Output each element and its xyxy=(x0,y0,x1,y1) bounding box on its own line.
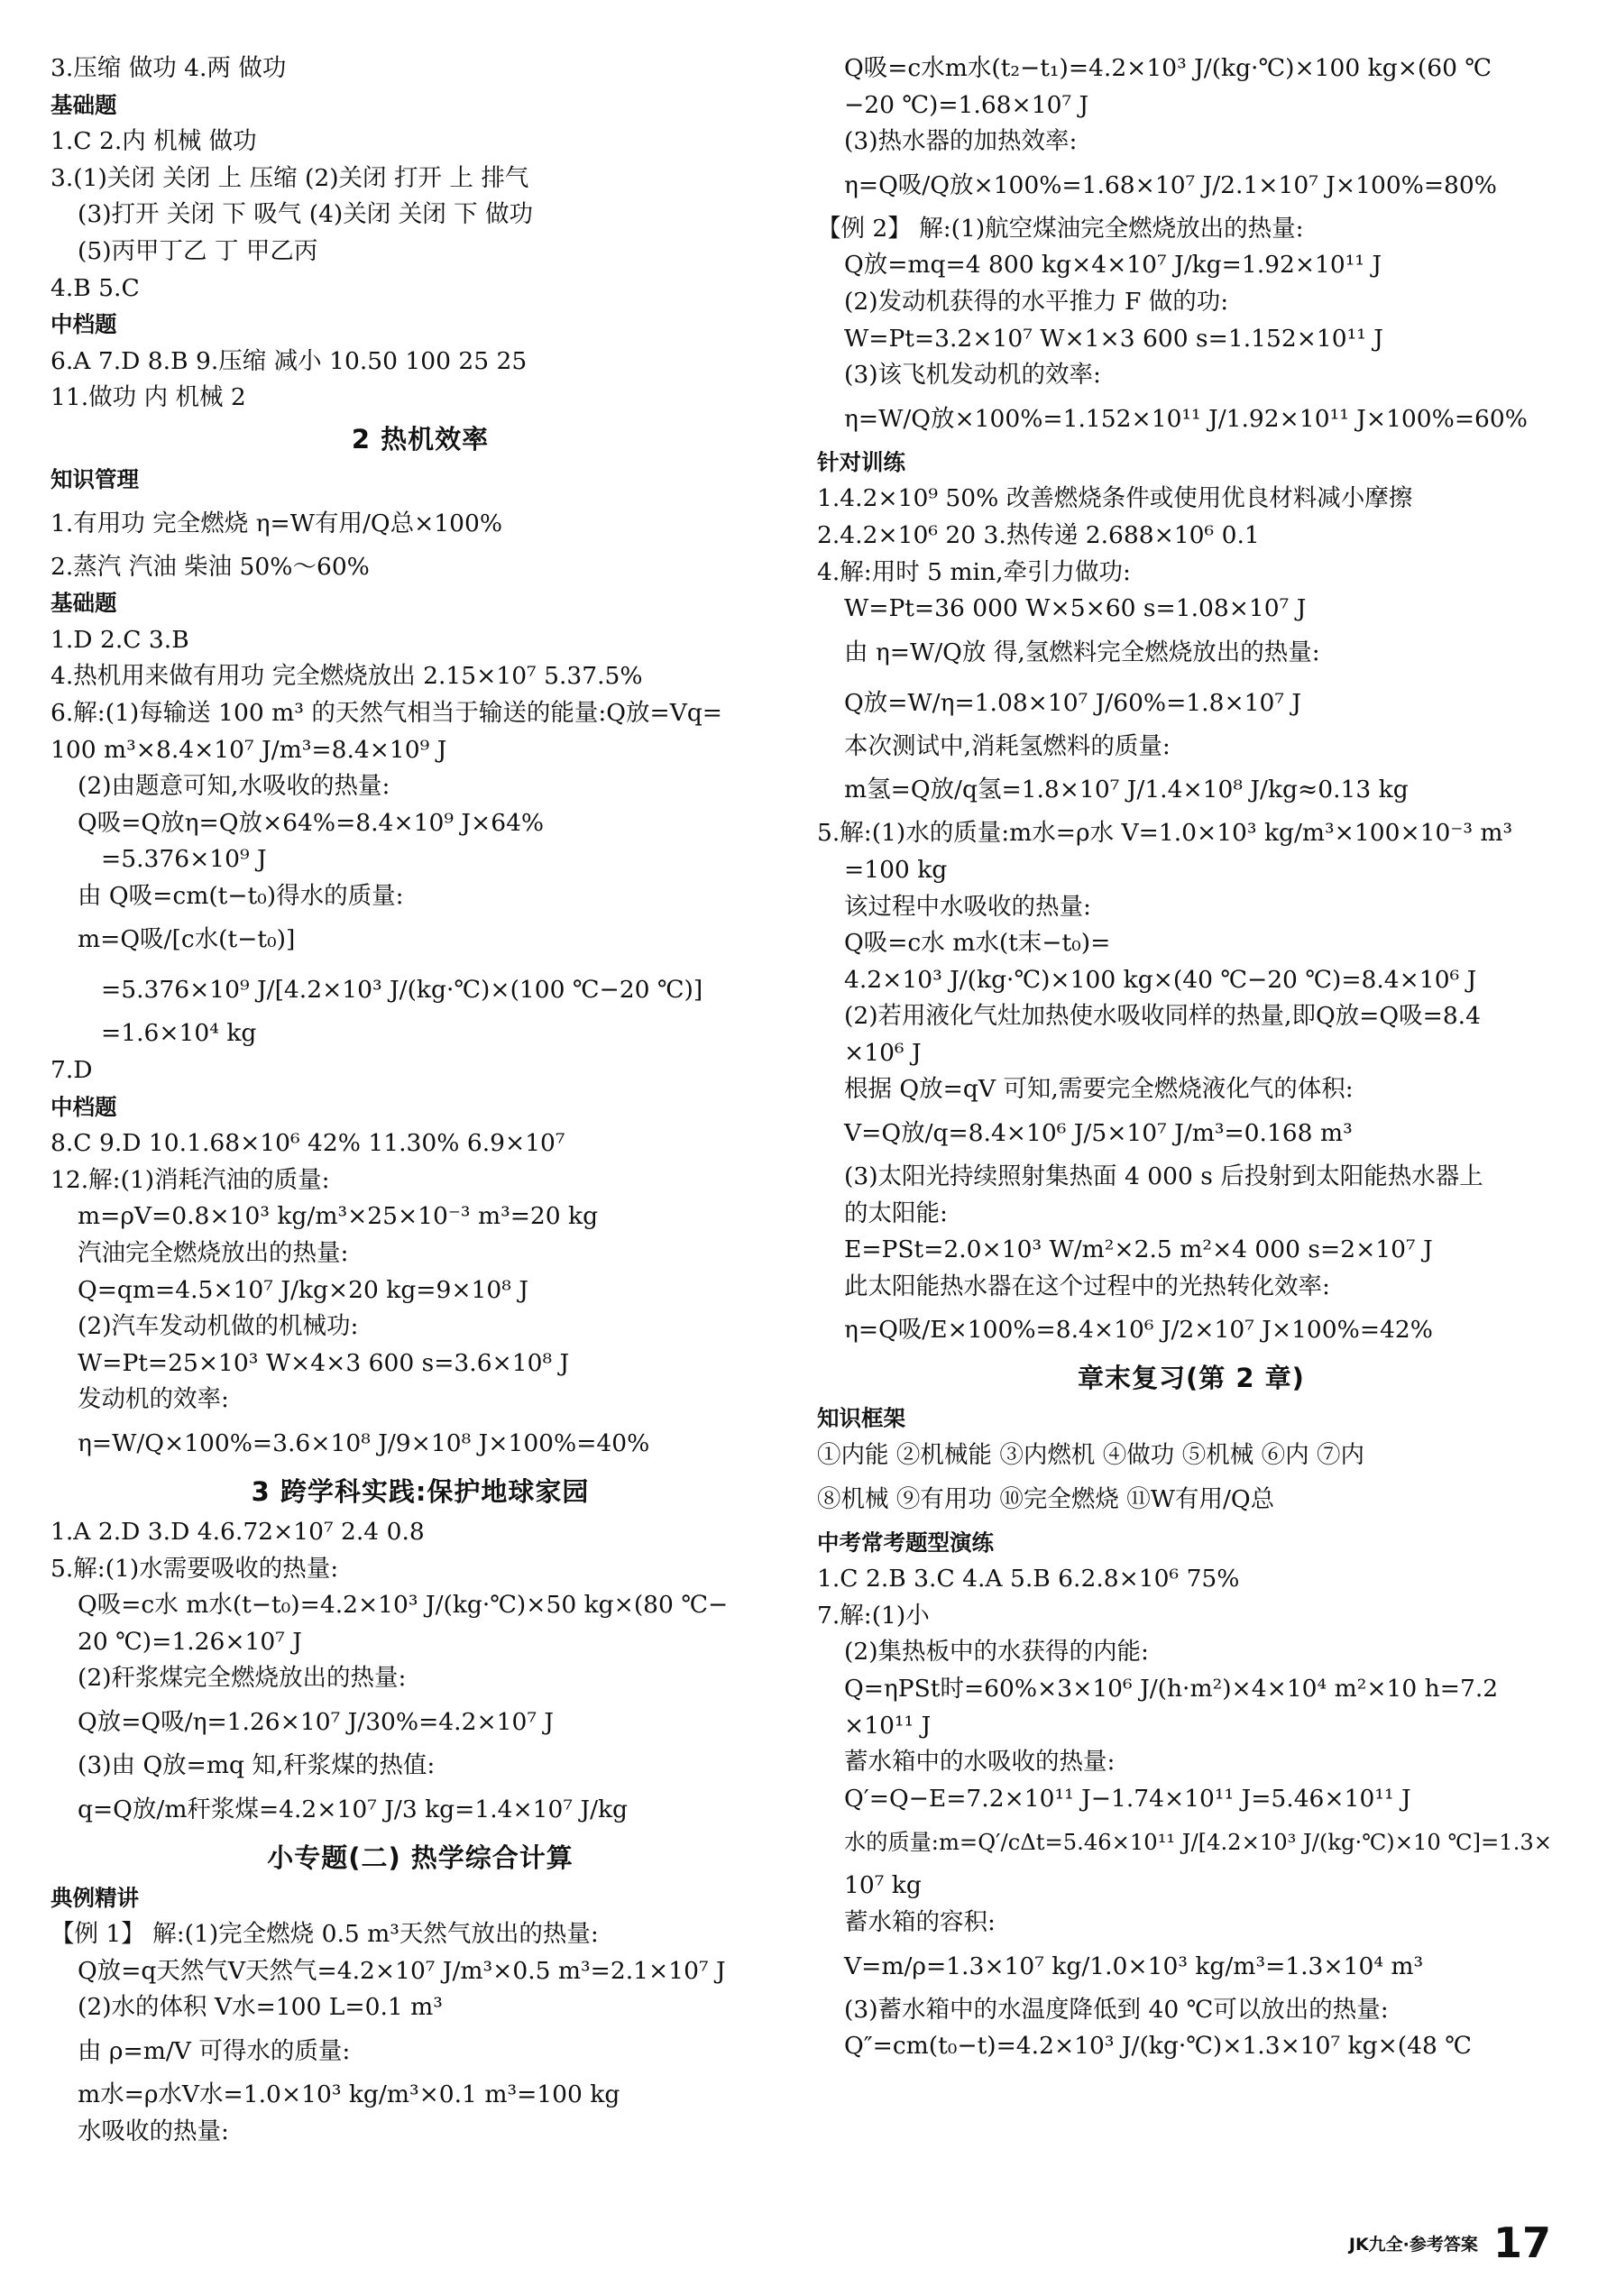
text-line: m=ρV=0.8×10³ kg/m³×25×10⁻³ m³=20 kg xyxy=(78,1202,599,1231)
text-line: (2)秆浆煤完全燃烧放出的热量: xyxy=(78,1664,407,1693)
section-title: 2 热机效率 xyxy=(351,423,490,455)
text-line: Q吸=c水 m水(t−t₀)=4.2×10³ J/(kg·℃)×50 kg×(80 ℃− xyxy=(78,1591,729,1620)
text-line: (2)水的体积 V水=100 L=0.1 m³ xyxy=(78,1993,443,2022)
text-line: Q放=mq=4 800 kg×4×10⁷ J/kg=1.92×10¹¹ J xyxy=(844,251,1382,280)
text-line: 3.压缩 做功 4.两 做功 xyxy=(51,54,287,82)
text-line: E=PSt=2.0×10³ W/m²×2.5 m²×4 000 s=2×10⁷ J xyxy=(844,1235,1433,1264)
section-title: 小专题(二) 热学综合计算 xyxy=(267,1841,574,1873)
text-line: 3.(1)关闭 关闭 上 压缩 (2)关闭 打开 上 排气 xyxy=(51,163,529,192)
text-line: 由 Q吸=cm(t−t₀)得水的质量: xyxy=(78,881,404,910)
text-line: (3)该飞机发动机的效率: xyxy=(844,361,1101,390)
text-line: Q=ηPSt时=60%×3×10⁶ J/(h·m²)×4×10⁴ m²×10 h=7.2 xyxy=(844,1675,1499,1703)
formula-line: m氢=Q放/q氢=1.8×10⁷ J/1.4×10⁸ J/kg≈0.13 kg xyxy=(844,776,1409,804)
formula-line: η=Q吸/E×100%=8.4×10⁶ J/2×10⁷ J×100%=42% xyxy=(844,1316,1433,1345)
text-line: Q″=cm(t₀−t)=4.2×10³ J/(kg·℃)×1.3×10⁷ kg×(48 ℃ xyxy=(844,2032,1472,2061)
text-line: 12.解:(1)消耗汽油的质量: xyxy=(51,1165,330,1194)
section-title: 3 跨学科实践:保护地球家园 xyxy=(251,1476,590,1507)
text-line: (5)丙甲丁乙 丁 甲乙丙 xyxy=(78,236,318,265)
text-line: (2)发动机获得的水平推力 F 做的功: xyxy=(844,287,1229,316)
text-line: 水吸收的热量: xyxy=(78,2117,229,2145)
left-column xyxy=(51,51,790,2150)
text-line: Q吸=c水m水(t₂−t₁)=4.2×10³ J/(kg·℃)×100 kg×(60 ℃ xyxy=(844,54,1492,82)
text-line: 7.D xyxy=(51,1056,93,1085)
text-line: =5.376×10⁹ J xyxy=(101,845,267,874)
section-heading: 中档题 xyxy=(51,1093,117,1120)
formula-line: 由 ρ=m/V 可得水的质量: xyxy=(78,2036,351,2065)
text-line: Q吸=c水 m水(t末−t₀)= xyxy=(844,929,1111,958)
formula-line: m=Q吸/[c水(t−t₀)] xyxy=(78,925,296,954)
text-line: ①内能 ②机械能 ③内燃机 ④做功 ⑤机械 ⑥内 ⑦内 xyxy=(817,1441,1365,1470)
text-line: 发动机的效率: xyxy=(78,1385,229,1414)
text-line: 1.4.2×10⁹ 50% 改善燃烧条件或使用优良材料减小摩擦 xyxy=(817,484,1413,513)
text-line: m水=ρ水V水=1.0×10³ kg/m³×0.1 m³=100 kg xyxy=(78,2080,620,2108)
text-line: W=Pt=36 000 W×5×60 s=1.08×10⁷ J xyxy=(844,594,1307,623)
right-column xyxy=(817,51,1566,2065)
text-line: ×10⁶ J xyxy=(844,1038,922,1067)
text-line: 根据 Q放=qV 可知,需要完全燃烧液化气的体积: xyxy=(844,1075,1354,1104)
text-line: 4.B 5.C xyxy=(51,273,140,302)
section-heading: 知识框架 xyxy=(817,1405,905,1432)
section-title: 章末复习(第 2 章) xyxy=(1078,1363,1305,1394)
text-line: Q吸=Q放η=Q放×64%=8.4×10⁹ J×64% xyxy=(78,808,545,837)
formula-line: η=Q吸/Q放×100%=1.68×10⁷ J/2.1×10⁷ J×100%=80% xyxy=(844,170,1497,199)
text-line: 1.C 2.内 机械 做功 xyxy=(51,127,257,156)
formula-line: =5.376×10⁹ J/[4.2×10³ J/(kg·℃)×(100 ℃−20 ℃)] xyxy=(101,976,703,1005)
text-line: −20 ℃)=1.68×10⁷ J xyxy=(844,90,1089,119)
formula-line: 水的质量:m=Q′/cΔt=5.46×10¹¹ J/[4.2×10³ J/(kg·℃)×10 ℃]=1.3× xyxy=(844,1830,1553,1856)
formula-line: Q放=Q吸/η=1.26×10⁷ J/30%=4.2×10⁷ J xyxy=(78,1707,555,1736)
formula-line: 由 η=W/Q放 得,氢燃料完全燃烧放出的热量: xyxy=(844,638,1320,666)
section-heading: 典例精讲 xyxy=(51,1884,139,1911)
text-line: 5.解:(1)水的质量:m水=ρ水 V=1.0×10³ kg/m³×100×10⁻³ m³ xyxy=(817,819,1513,848)
formula-line: q=Q放/m秆浆煤=4.2×10⁷ J/3 kg=1.4×10⁷ J/kg xyxy=(78,1795,629,1823)
text-line: Q=qm=4.5×10⁷ J/kg×20 kg=9×10⁸ J xyxy=(78,1275,528,1304)
formula-line: V=m/ρ=1.3×10⁷ kg/1.0×10³ kg/m³=1.3×10⁴ m³ xyxy=(844,1952,1424,1980)
text-line: 1.D 2.C 3.B xyxy=(51,625,189,654)
text-line: 1.C 2.B 3.C 4.A 5.B 6.2.8×10⁶ 75% xyxy=(817,1565,1240,1593)
formula-line: ⑧机械 ⑨有用功 ⑩完全燃烧 ⑪W有用/Q总 xyxy=(817,1484,1275,1513)
text-line: (2)若用液化气灶加热使水吸收同样的热量,即Q放=Q吸=8.4 xyxy=(844,1002,1481,1031)
section-heading: 基础题 xyxy=(51,590,117,617)
formula-line: V=Q放/q=8.4×10⁶ J/5×10⁷ J/m³=0.168 m³ xyxy=(844,1119,1353,1148)
text-line: 10⁷ kg xyxy=(844,1871,922,1900)
text-line: 6.A 7.D 8.B 9.压缩 减小 10.50 100 25 25 xyxy=(51,346,528,375)
text-line: 【例 2】 解:(1)航空煤油完全燃烧放出的热量: xyxy=(817,214,1304,243)
formula-line: 1.有用功 完全燃烧 η=W有用/Q总×100% xyxy=(51,509,503,537)
text-line: 4.热机用来做有用功 完全燃烧放出 2.15×10⁷ 5.37.5% xyxy=(51,662,643,691)
page-number: 17 xyxy=(1492,2218,1551,2267)
text-line: 8.C 9.D 10.1.68×10⁶ 42% 11.30% 6.9×10⁷ xyxy=(51,1129,565,1158)
text-line: 1.A 2.D 3.D 4.6.72×10⁷ 2.4 0.8 xyxy=(51,1518,425,1546)
text-line: (2)集热板中的水获得的内能: xyxy=(844,1638,1149,1667)
page-footer xyxy=(1349,2218,1551,2273)
text-line: 汽油完全燃烧放出的热量: xyxy=(78,1239,349,1268)
text-line: 5.解:(1)水需要吸收的热量: xyxy=(51,1554,339,1583)
text-line: 的太阳能: xyxy=(844,1199,948,1227)
text-line: 11.做功 内 机械 2 xyxy=(51,383,246,412)
text-line: 该过程中水吸收的热量: xyxy=(844,892,1091,921)
section-heading: 中考常考题型演练 xyxy=(817,1529,994,1556)
text-line: (3)由 Q放=mq 知,秆浆煤的热值: xyxy=(78,1750,436,1779)
text-line: W=Pt=3.2×10⁷ W×1×3 600 s=1.152×10¹¹ J xyxy=(844,324,1383,353)
section-heading: 知识管理 xyxy=(51,465,139,492)
footer-label: JK九全·参考答案 xyxy=(1348,2235,1478,2255)
text-line: Q′=Q−E=7.2×10¹¹ J−1.74×10¹¹ J=5.46×10¹¹ J xyxy=(844,1784,1411,1813)
text-line: ×10¹¹ J xyxy=(844,1711,932,1740)
text-line: 2.4.2×10⁶ 20 3.热传递 2.688×10⁶ 0.1 xyxy=(817,520,1260,549)
section-heading: 针对训练 xyxy=(817,448,905,475)
text-line: 20 ℃)=1.26×10⁷ J xyxy=(78,1627,302,1656)
section-heading: 基础题 xyxy=(51,91,117,118)
text-line: (3)打开 关闭 下 吸气 (4)关闭 关闭 下 做功 xyxy=(78,200,534,229)
text-line: 蓄水箱中的水吸收的热量: xyxy=(844,1748,1116,1777)
text-line: 4.解:用时 5 min,牵引力做功: xyxy=(817,557,1131,586)
section-heading: 中档题 xyxy=(51,311,117,338)
text-line: 7.解:(1)小 xyxy=(817,1601,930,1630)
text-line: (3)太阳光持续照射集热面 4 000 s 后投射到太阳能热水器上 xyxy=(844,1162,1483,1191)
text-line: 此太阳能热水器在这个过程中的光热转化效率: xyxy=(844,1272,1330,1300)
text-line: 本次测试中,消耗氢燃料的质量: xyxy=(844,731,1171,760)
text-line: 蓄水箱的容积: xyxy=(844,1907,996,1936)
formula-line: η=W/Q放×100%=1.152×10¹¹ J/1.92×10¹¹ J×100%=60% xyxy=(844,404,1528,433)
formula-line: η=W/Q×100%=3.6×10⁸ J/9×10⁸ J×100%=40% xyxy=(78,1429,650,1457)
text-line: (3)热水器的加热效率: xyxy=(844,127,1078,156)
text-line: 【例 1】 解:(1)完全燃烧 0.5 m³天然气放出的热量: xyxy=(51,1920,599,1949)
text-line: Q放=q天然气V天然气=4.2×10⁷ J/m³×0.5 m³=2.1×10⁷ J xyxy=(78,1956,726,1985)
text-line: (2)汽车发动机做的机械功: xyxy=(78,1312,359,1341)
text-line: (2)由题意可知,水吸收的热量: xyxy=(78,772,390,801)
formula-line: Q放=W/η=1.08×10⁷ J/60%=1.8×10⁷ J xyxy=(844,688,1302,717)
text-line: 6.解:(1)每输送 100 m³ 的天然气相当于输送的能量:Q放=Vq= xyxy=(51,698,723,727)
text-line: W=Pt=25×10³ W×4×3 600 s=3.6×10⁸ J xyxy=(78,1348,570,1377)
text-line: 4.2×10³ J/(kg·℃)×100 kg×(40 ℃−20 ℃)=8.4×10⁶ J xyxy=(844,965,1477,994)
text-line: 100 m³×8.4×10⁷ J/m³=8.4×10⁹ J xyxy=(51,735,447,764)
text-line: (3)蓄水箱中的水温度降低到 40 ℃可以放出的热量: xyxy=(844,1995,1389,2024)
text-line: =100 kg xyxy=(844,855,948,884)
text-line: 2.蒸汽 汽油 柴油 50%～60% xyxy=(51,552,370,581)
text-line: =1.6×10⁴ kg xyxy=(101,1019,257,1048)
